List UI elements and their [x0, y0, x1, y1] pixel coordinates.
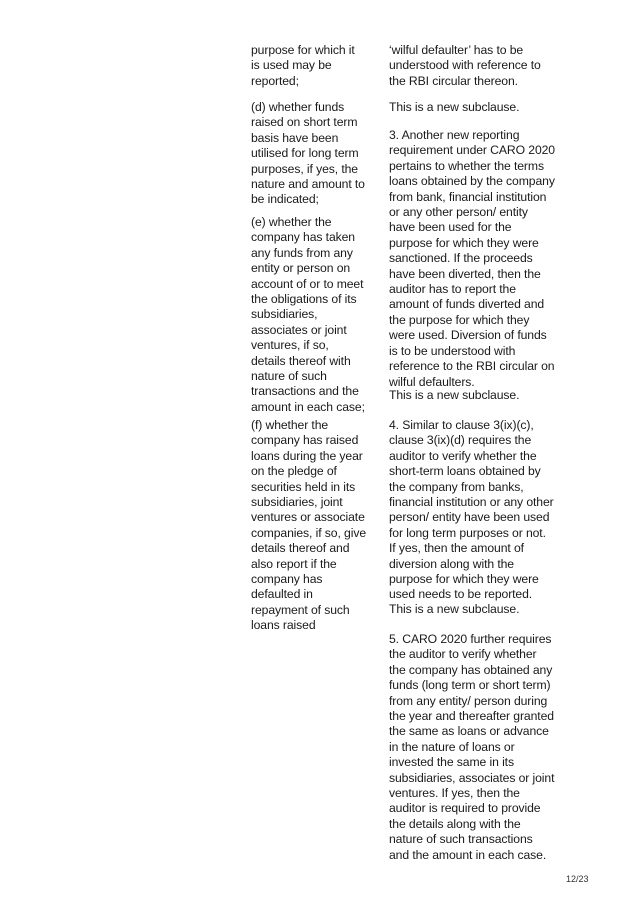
- right-paragraph-new-subclause-2: This is a new subclause.: [389, 388, 520, 402]
- left-paragraph-clause-e: (e) whether the company has taken any funds from any entity or person on account of or to meet the obligations of its subsidiaries, associates or joint ventures, if so, details thereof with nature of such transactions and the amount in each case;: [251, 215, 365, 414]
- left-paragraph-purpose: purpose for which it is used may be reported;: [251, 43, 355, 88]
- left-paragraph-clause-f: (f) whether the company has raised loans during the year on the pledge of securities held in its subsidiaries, joint ventures or associate companies, if so, give details thereof and also report if the company has defaulted in repayment of such loans raised: [251, 418, 366, 633]
- left-paragraph-clause-d: (d) whether funds raised on short term basis have been utilised for long term purposes, if yes, the nature and amount to be indicated;: [251, 100, 365, 207]
- right-paragraph-point-3: 3. Another new reporting requirement under CARO 2020 pertains to whether the terms loans obtained by the company from bank, financial institution or any other person/ entity have been used for the purpose for which they were sanctioned. If the proceeds have been diverted, then the auditor has to report the amount of funds diverted and the purpose for which they were used. Diversion of funds is to be understood with reference to the RBI circular on wilful defaulters.: [389, 128, 555, 389]
- right-paragraph-point-5: 5. CARO 2020 further requires the auditor to verify whether the company has obtained any funds (long term or short term) from any entity/ person during the year and thereafter granted the same as loans or advance in the nature of loans or invested the same in its subsidiaries, associates or joint ventures. If yes, then the auditor is required to provide the details along with the nature of such transactions and the amount in each case.: [389, 632, 555, 862]
- right-paragraph-new-subclause-1: This is a new subclause.: [389, 100, 520, 114]
- right-paragraph-new-subclause-3: This is a new subclause.: [389, 602, 520, 616]
- page-number: 12/23: [566, 874, 589, 884]
- right-paragraph-point-4: 4. Similar to clause 3(ix)(c), clause 3(ix)(d) requires the auditor to verify whether the short-term loans obtained by the company from banks, financial institution or any other person/ entity have been used for long term purposes or not. If yes, then the amount of diversion along with the purpose for which they were used needs to be reported.: [389, 418, 554, 602]
- right-paragraph-wilful-defaulter: ‘wilful defaulter’ has to be understood with reference to the RBI circular thereon.: [389, 43, 541, 88]
